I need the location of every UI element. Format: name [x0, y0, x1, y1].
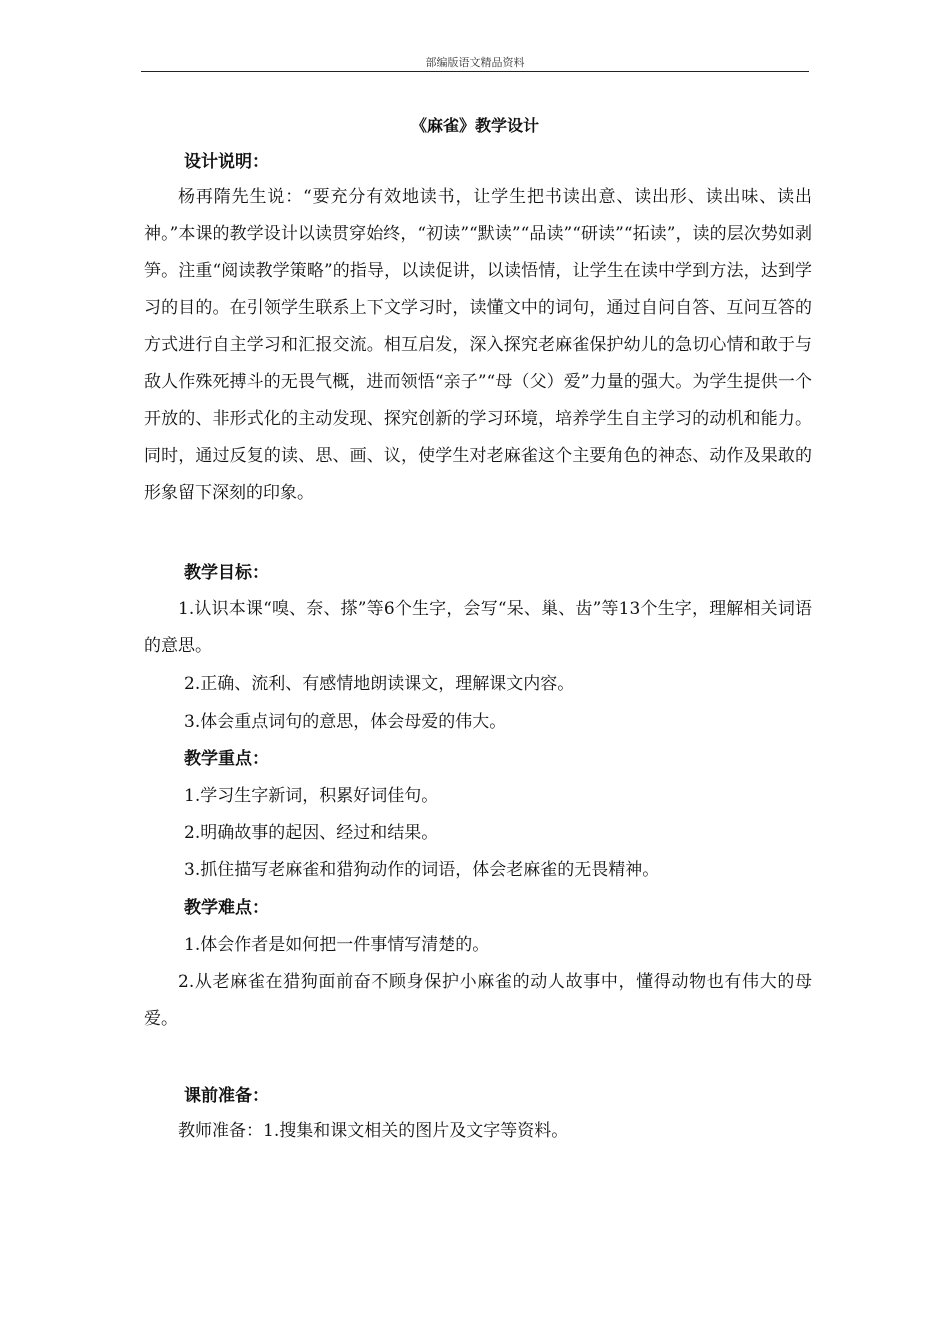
key-point-item-2: 2.明确故事的起因、经过和结果。 [184, 823, 439, 843]
goals-heading: 教学目标： [184, 563, 269, 583]
goal-item-1: 1.认识本课“嗅、奈、搽”等6个生字，会写“呆、巢、齿”等13个生字，理解相关词语的意思。 [144, 599, 812, 656]
design-note-body: 杨再隋先生说：“要充分有效地读书，让学生把书读出意、读出形、读出味、读出神。”本课的教学设计以读贯穿始终，“初读”“默读”“品读”“研读”“拓读”，读的层次势如剥笋。注重“阅读教学策略”的指导，以读促讲，以读悟情，让学生在读中学到方法，达到学习的目的。在引领学生联系上下文学习时，读懂文中的词句，通过自问自答、互问互答的方式进行自主学习和汇报交流。相互启发，深入探究老麻雀保护幼儿的急切心情和敢于与敌人作殊死搏斗的无畏气概，进而领悟“亲子”“母（父）爱”力量的强大。为学生提供一个开放的、非形式化的主动发现、探究创新的学习环境，培养学生自主学习的动机和能力。同时，通过反复的读、思、画、议，使学生对老麻雀这个主要角色的神态、动作及果敢的形象留下深刻的印象。 [144, 187, 812, 503]
teacher-preparation: 教师准备：1.搜集和课文相关的图片及文字等资料。 [178, 1121, 569, 1141]
difficulty-item-2: 2.从老麻雀在猎狗面前奋不顾身保护小麻雀的动人故事中，懂得动物也有伟大的母爱。 [144, 972, 812, 1029]
document-title: 《麻雀》教学设计 [410, 116, 539, 135]
key-point-item-1: 1.学习生字新词，积累好词佳句。 [184, 786, 439, 806]
preparation-heading: 课前准备： [184, 1086, 269, 1106]
difficulties-heading: 教学难点： [184, 898, 269, 918]
key-point-item-3: 3.抓住描写老麻雀和猎狗动作的词语，体会老麻雀的无畏精神。 [184, 860, 660, 880]
key-points-heading: 教学重点： [184, 749, 269, 769]
page-header [141, 56, 809, 72]
goal-item-3: 3.体会重点词句的意思，体会母爱的伟大。 [184, 712, 507, 732]
difficulty-item-1: 1.体会作者是如何把一件事情写清楚的。 [184, 935, 490, 955]
goal-item-2: 2.正确、流利、有感情地朗读课文，理解课文内容。 [184, 674, 575, 694]
design-note-heading: 设计说明： [184, 152, 269, 172]
header-text: 部编版语文精品资料 [425, 56, 525, 69]
